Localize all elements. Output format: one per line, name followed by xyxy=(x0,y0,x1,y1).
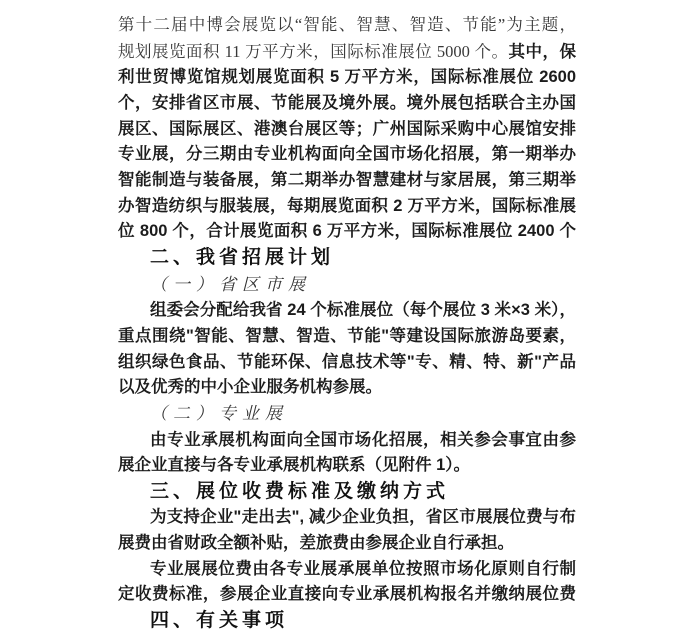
text-line xyxy=(118,39,576,66)
text-run-body: 办智造纺织与服装展，每期展览面积 2 万平方米，国际标准展 xyxy=(118,196,576,215)
text-line xyxy=(118,65,576,91)
text-run-body: 组织绿色食品、节能环保、信息技术等"专、精、特、新"产品 xyxy=(118,352,576,371)
text-line xyxy=(118,428,576,454)
text-run-thin: 规划展览面积 11 万平方米，国际标准展位 5000 个。 xyxy=(118,41,509,61)
text-line xyxy=(118,401,576,428)
text-run-body: 以及优秀的中小企业服务机构参展。 xyxy=(118,378,382,397)
text-line xyxy=(118,531,576,557)
text-line xyxy=(118,375,576,401)
text-run-body: 组委会分配给我省 24 个标准展位（每个展位 3 米×3 米）， xyxy=(150,301,576,320)
text-line xyxy=(118,298,576,324)
text-line xyxy=(118,12,576,39)
text-run-heading: 四、有关事项 xyxy=(150,610,289,632)
text-run-body: 专业展展位费由各专业展承展单位按照市场化原则自行制 xyxy=(150,559,576,578)
document-body xyxy=(118,12,576,635)
text-run-kai: （二）专业展 xyxy=(150,403,288,423)
text-line xyxy=(118,142,576,168)
text-line xyxy=(118,557,576,583)
text-line xyxy=(118,582,576,608)
text-run-thin: 第十二届中博会展览以“智能、智慧、智造、节能”为主题， xyxy=(118,15,576,34)
text-line xyxy=(118,608,576,635)
text-run-body: 个，安排省区市展、节能展及境外展。境外展包括联合主办国 xyxy=(118,93,576,112)
text-run-body: 其中，保 xyxy=(508,42,576,61)
text-run-body: 利世贸博览馆规划展览面积 5 万平方米，国际标准展位 2600 xyxy=(118,68,576,87)
text-line xyxy=(118,194,576,220)
text-run-body: 为支持企业"走出去", 减少企业负担，省区市展展位费与布 xyxy=(150,508,576,527)
text-line xyxy=(118,453,576,479)
text-run-body: 展区、国际展区、港澳台展区等；广州国际采购中心展馆安排 xyxy=(118,119,576,138)
text-line xyxy=(118,272,576,299)
text-line xyxy=(118,219,576,245)
text-run-body: 由专业承展机构面向全国市场化招展，相关参会事宜由参 xyxy=(150,430,576,449)
text-run-body: 位 800 个，合计展览面积 6 万平方米，国际标准展位 2400 个 xyxy=(118,222,576,241)
text-line xyxy=(118,324,576,350)
text-run-body: 展企业直接与各专业承展机构联系（见附件 1）。 xyxy=(118,456,471,475)
text-run-heading: 三、展位收费标准及缴纳方式 xyxy=(150,480,450,502)
text-line xyxy=(118,117,576,143)
text-run-body: 定收费标准，参展企业直接向专业承展机构报名并缴纳展位费 xyxy=(118,585,576,604)
text-run-kai: （一）省区市展 xyxy=(150,274,311,294)
text-line xyxy=(118,91,576,117)
text-run-body: 智能制造与装备展，第二期举办智慧建材与家居展，第三期举 xyxy=(118,170,576,189)
text-run-heading: 二、我省招展计划 xyxy=(150,246,335,268)
text-run-body: 专业展，分三期由专业机构面向全国市场化招展，第一期举办 xyxy=(118,145,576,164)
text-line xyxy=(118,168,576,194)
text-line xyxy=(118,479,576,506)
text-run-body: 重点围绕"智能、智慧、智造、节能"等建设国际旅游岛要素， xyxy=(118,326,576,345)
text-line xyxy=(118,350,576,376)
text-run-body: 展费由省财政全额补贴，差旅费由参展企业自行承担。 xyxy=(118,534,514,553)
text-line xyxy=(118,245,576,272)
text-line xyxy=(118,505,576,531)
